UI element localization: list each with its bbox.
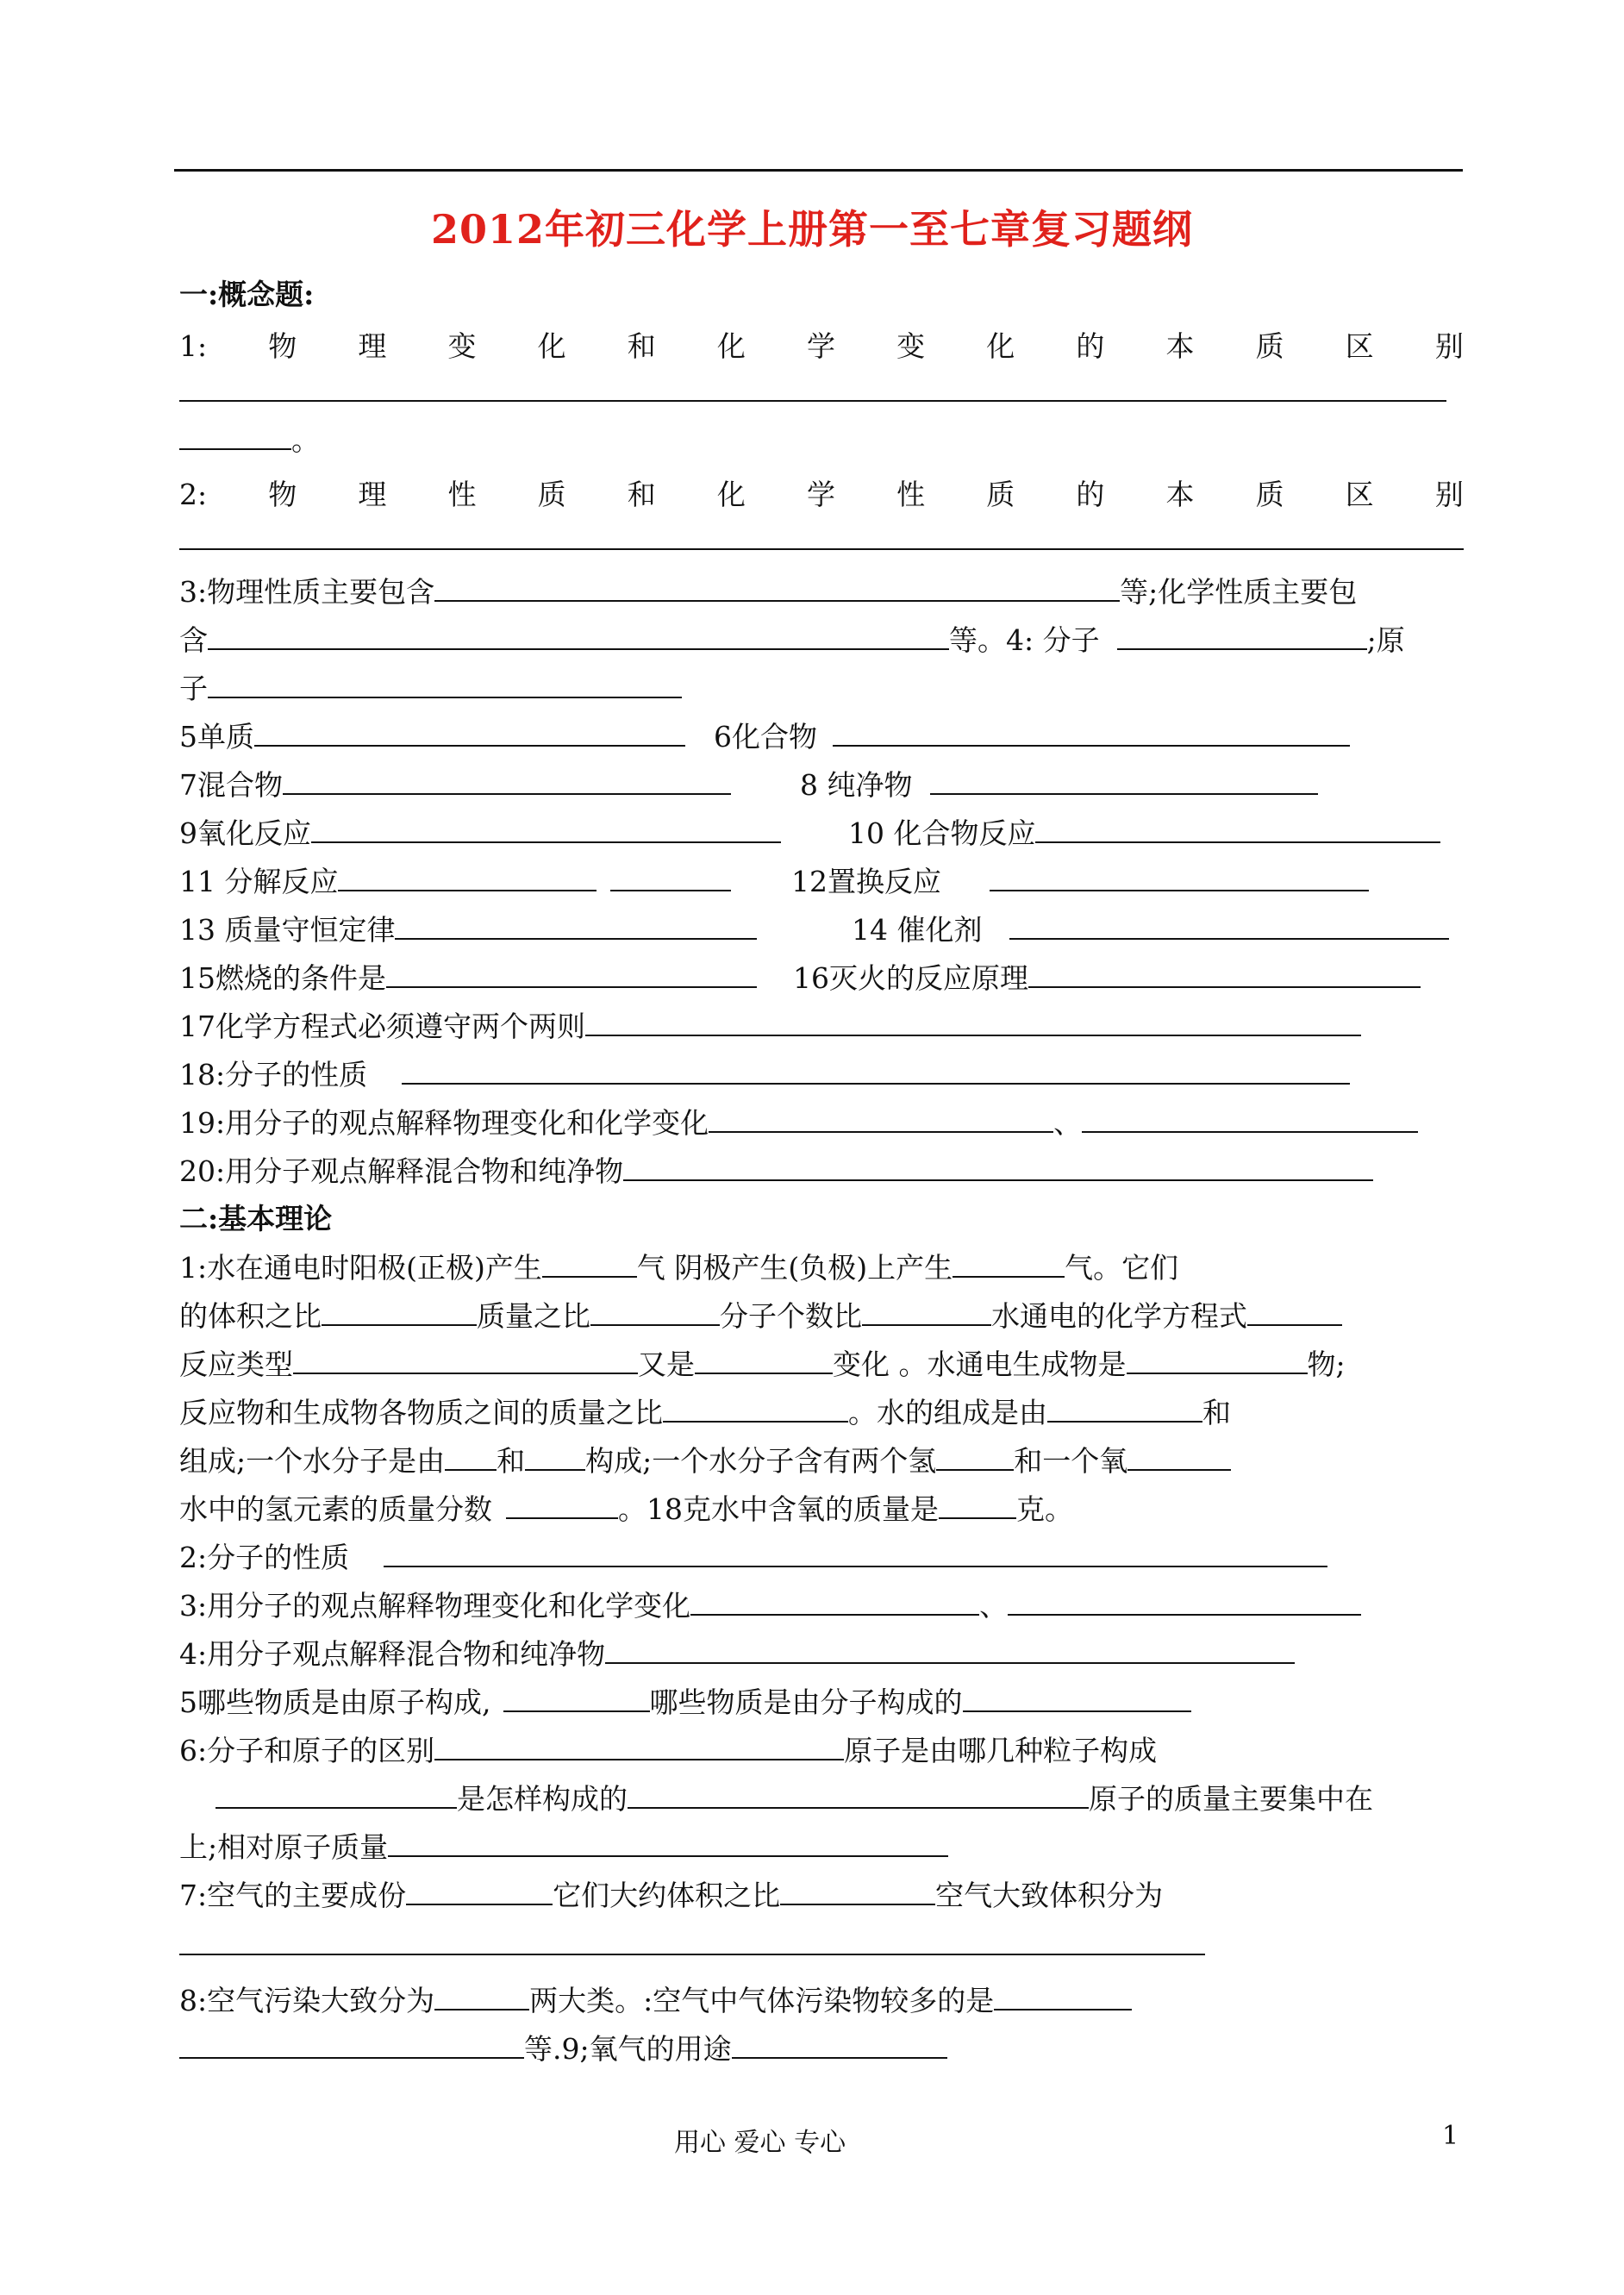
question-1-end: 。: [179, 422, 320, 458]
spread-char: 学: [807, 329, 835, 363]
spread-char: 物: [268, 478, 297, 511]
header-rule: [174, 169, 1463, 172]
theory-7-blank: [179, 1928, 1205, 1963]
theory-8-9: 等.9;氧气的用途: [179, 2031, 947, 2067]
spread-char: 理: [358, 329, 387, 363]
spread-char: 的: [1076, 329, 1105, 363]
spread-char: 质: [986, 478, 1015, 511]
footer-motto: 用心 爱心 专心: [674, 2128, 846, 2158]
spread-char: 和: [627, 478, 656, 511]
spread-char: 2:: [179, 478, 208, 511]
question-17: 17化学方程式必须遵守两个两则: [179, 1009, 1361, 1044]
question-2: [179, 478, 1464, 512]
theory-1-line-2: 的体积之比 质量之比 分子个数比 水通电的化学方程式: [179, 1298, 1342, 1334]
question-3: 3:物理性质主要包含 等;化学性质主要包: [179, 575, 1358, 609]
theory-4: 4:用分子观点解释混合物和纯净物: [179, 1636, 1295, 1672]
question-11: 11 分解反应: [179, 864, 731, 899]
theory-6-line-2: 是怎样构成的 原子的质量主要集中在: [179, 1781, 1373, 1817]
spread-char: 化: [716, 478, 746, 511]
theory-1-line-3: 反应类型 又是 变化 。水通电生成物是 物;: [179, 1348, 1346, 1381]
question-4-cont: 子: [179, 671, 682, 706]
question-9: 9氧化反应: [179, 816, 781, 851]
spread-char: 变: [447, 329, 477, 363]
spread-char: 变: [896, 329, 926, 363]
question-14: 14 催化剂: [852, 912, 1449, 947]
question-20: 20:用分子观点解释混合物和纯净物: [179, 1154, 1373, 1189]
spread-char: 化: [716, 329, 746, 363]
question-1-blank: [179, 374, 1446, 410]
question-13: 13 质量守恒定律: [179, 912, 757, 947]
spread-char: 物: [268, 329, 297, 363]
theory-1-line-5: 组成;一个水分子是由 和 构成;一个水分子含有两个氢 和一个氧: [179, 1443, 1231, 1479]
section-2-heading: 二:基本理论: [179, 1202, 333, 1235]
spread-char: 别: [1434, 478, 1464, 511]
question-19: 19:用分子的观点解释物理变化和化学变化 、: [179, 1105, 1418, 1141]
question-16: 16灭火的反应原理: [793, 960, 1421, 996]
spread-char: 化: [986, 329, 1015, 363]
spread-char: 本: [1165, 329, 1195, 363]
spread-char: 本: [1165, 478, 1195, 511]
question-5: 5单质: [179, 719, 685, 754]
spread-char: 别: [1434, 329, 1464, 363]
question-1: [179, 329, 1464, 364]
section-1-heading: 一:概念题:: [179, 278, 315, 311]
spread-char: 的: [1076, 478, 1105, 511]
question-15: 15燃烧的条件是: [179, 960, 757, 996]
spread-char: 学: [807, 478, 835, 511]
theory-5: 5哪些物质是由原子构成, 哪些物质是由分子构成的: [179, 1685, 1191, 1720]
theory-3: 3:用分子的观点解释物理变化和化学变化 、: [179, 1588, 1361, 1623]
question-7: 7混合物: [179, 767, 731, 803]
theory-1-line-6: 水中的氢元素的质量分数 。18克水中含氧的质量是 克。: [179, 1492, 1073, 1526]
page-number: 1: [1442, 2121, 1459, 2151]
spread-char: 质: [1255, 478, 1284, 511]
theory-1-line-4: 反应物和生成物各物质之间的质量之比 。水的组成是由 和: [179, 1396, 1231, 1429]
theory-1-line-1: 1:水在通电时阳极(正极)产生 气 阴极产生(负极)上产生 气。它们: [179, 1251, 1179, 1285]
spread-char: 质: [537, 478, 566, 511]
spread-char: 性: [447, 478, 477, 511]
question-12: 12置换反应: [791, 864, 1369, 899]
spread-char: 质: [1255, 329, 1284, 363]
question-10: 10 化合物反应: [848, 816, 1440, 851]
question-6: 6化合物: [714, 719, 1350, 754]
theory-6-line-3: 上;相对原子质量: [179, 1829, 948, 1865]
theory-6-line-1: 6:分子和原子的区别 原子是由哪几种粒子构成: [179, 1734, 1158, 1767]
question-3-4: 含 等。4: 分子 ;原: [179, 623, 1405, 657]
spread-char: 区: [1345, 329, 1374, 363]
spread-char: 化: [537, 329, 566, 363]
question-2-blank: [179, 522, 1464, 558]
question-18: 18:分子的性质: [179, 1057, 1350, 1092]
theory-7: 7:空气的主要成份 它们大约体积之比 空气大致体积分为: [179, 1879, 1164, 1912]
spread-char: 区: [1345, 478, 1374, 511]
document-title: 2012年初三化学上册第一至七章复习题纲: [430, 206, 1194, 253]
theory-8: 8:空气污染大致分为 两大类。:空气中气体污染物较多的是: [179, 1983, 1132, 2018]
theory-2: 2:分子的性质: [179, 1540, 1327, 1575]
spread-char: 和: [627, 329, 656, 363]
spread-char: 理: [358, 478, 387, 511]
spread-char: 性: [896, 478, 926, 511]
question-8: 8 纯净物: [800, 767, 1318, 803]
spread-char: 1:: [179, 329, 208, 363]
